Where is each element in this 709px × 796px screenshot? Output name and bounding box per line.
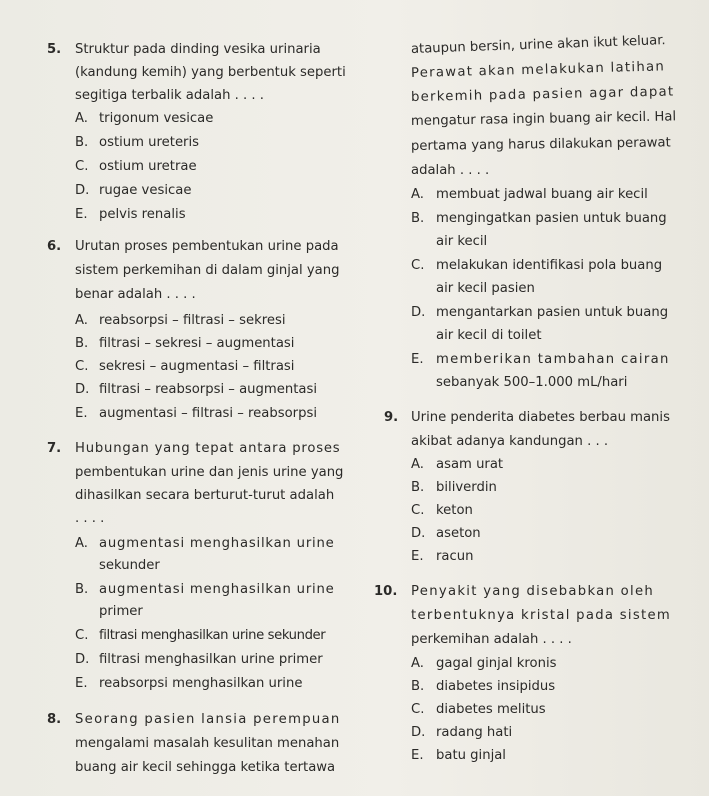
option-text-continued: sekunder xyxy=(99,558,160,573)
option-text: ostium uretrae xyxy=(99,159,197,174)
option-key: C. xyxy=(411,702,425,717)
option-text: rugae vesicae xyxy=(99,183,192,198)
question-stem-line: akibat adanya kandungan . . . xyxy=(411,434,609,449)
question-stem-line: terbentuknya kristal pada sistem xyxy=(411,608,672,623)
option-key: B. xyxy=(411,211,425,226)
option-text: gagal ginjal kronis xyxy=(436,656,557,671)
question-stem-line: Seorang pasien lansia perempuan xyxy=(75,712,341,727)
question-stem-line: segitiga terbalik adalah . . . . xyxy=(75,88,264,103)
question-stem-line: pertama yang harus dilakukan perawat xyxy=(410,135,671,154)
option-key: C. xyxy=(75,628,89,643)
option-key: D. xyxy=(75,183,90,198)
option-text: mengingatkan pasien untuk buang xyxy=(436,211,667,226)
question-stem-line: Urine penderita diabetes berbau manis xyxy=(411,410,670,425)
question-number: 9. xyxy=(384,410,399,425)
option-text: mengantarkan pasien untuk buang xyxy=(436,305,669,320)
option-key: D. xyxy=(75,652,90,667)
option-text: trigonum vesicae xyxy=(99,111,214,126)
option-text-continued: air kecil xyxy=(436,234,488,249)
option-key: B. xyxy=(411,480,425,495)
question-stem-line: Struktur pada dinding vesika urinaria xyxy=(75,42,321,57)
option-key: E. xyxy=(411,352,424,367)
option-text: biliverdin xyxy=(436,480,497,495)
option-text: filtrasi – reabsorpsi – augmentasi xyxy=(99,382,318,397)
option-key: E. xyxy=(411,549,424,564)
option-text: filtrasi – sekresi – augmentasi xyxy=(99,336,295,351)
question-stem-line: perkemihan adalah . . . . xyxy=(411,632,572,647)
option-key: E. xyxy=(411,748,424,763)
question-stem-line: pembentukan urine dan jenis urine yang xyxy=(75,465,344,480)
question-stem-line: Hubungan yang tepat antara proses xyxy=(75,441,341,456)
option-text: augmentasi – filtrasi – reabsorpsi xyxy=(99,406,318,421)
option-key: C. xyxy=(75,159,89,174)
option-text: racun xyxy=(436,549,474,564)
option-key: A. xyxy=(411,187,424,202)
option-key: D. xyxy=(75,382,90,397)
option-key: E. xyxy=(75,207,88,222)
option-text: memberikan tambahan cairan xyxy=(436,352,670,367)
question-stem-line: benar adalah . . . . xyxy=(75,287,196,302)
option-key: C. xyxy=(75,359,89,374)
option-text: radang hati xyxy=(436,725,513,740)
option-text: filtrasi menghasilkan urine sekunder xyxy=(99,628,326,643)
option-key: A. xyxy=(75,536,88,551)
option-key: B. xyxy=(75,135,89,150)
question-number: 10. xyxy=(374,584,398,599)
option-key: C. xyxy=(411,258,425,273)
option-text: ostium ureteris xyxy=(99,135,200,150)
option-text-continued: sebanyak 500–1.000 mL/hari xyxy=(436,375,628,390)
option-key: E. xyxy=(75,406,88,421)
question-stem-line: berkemih pada pasien agar dapat xyxy=(410,84,675,105)
option-key: A. xyxy=(411,656,424,671)
question-number: 7. xyxy=(47,441,62,456)
option-text-continued: primer xyxy=(99,604,143,619)
question-stem-line: Penyakit yang disebabkan oleh xyxy=(411,584,655,599)
option-text: pelvis renalis xyxy=(99,207,186,222)
option-text-continued: air kecil pasien xyxy=(436,281,535,296)
option-text: membuat jadwal buang air kecil xyxy=(436,187,648,202)
question-number: 5. xyxy=(47,42,62,57)
option-text: filtrasi menghasilkan urine primer xyxy=(99,652,323,667)
option-key: A. xyxy=(75,313,88,328)
option-key: A. xyxy=(411,457,424,472)
question-stem-line: mengatur rasa ingin buang air kecil. Hal xyxy=(410,109,677,129)
option-text: batu ginjal xyxy=(436,748,506,763)
question-number: 6. xyxy=(47,239,62,254)
question-stem-line: Perawat akan melakukan latihan xyxy=(410,59,666,81)
option-key: E. xyxy=(75,676,88,691)
option-text: asam urat xyxy=(436,457,504,472)
question-stem-line: adalah . . . . xyxy=(411,163,490,178)
question-stem-line: Urutan proses pembentukan urine pada xyxy=(75,239,339,254)
option-text: augmentasi menghasilkan urine xyxy=(99,582,335,597)
option-text-continued: air kecil di toilet xyxy=(436,328,542,343)
option-text: sekresi – augmentasi – filtrasi xyxy=(99,359,295,374)
option-key: D. xyxy=(411,725,426,740)
question-stem-line: dihasilkan secara berturut-turut adalah xyxy=(75,488,335,503)
option-text: diabetes insipidus xyxy=(436,679,556,694)
option-text: keton xyxy=(436,503,473,518)
option-text: reabsorpsi menghasilkan urine xyxy=(99,676,303,691)
question-number: 8. xyxy=(47,712,62,727)
option-text: aseton xyxy=(436,526,481,541)
option-text: augmentasi menghasilkan urine xyxy=(99,536,335,551)
option-key: B. xyxy=(75,582,89,597)
question-stem-line: ataupun bersin, urine akan ikut keluar. xyxy=(410,33,666,57)
option-key: C. xyxy=(411,503,425,518)
option-key: A. xyxy=(75,111,88,126)
question-stem-line: sistem perkemihan di dalam ginjal yang xyxy=(75,263,340,278)
question-stem-line: buang air kecil sehingga ketika tertawa xyxy=(75,760,336,775)
option-key: B. xyxy=(411,679,425,694)
option-key: D. xyxy=(411,305,426,320)
option-text: reabsorpsi – filtrasi – sekresi xyxy=(99,313,286,328)
option-text: melakukan identifikasi pola buang xyxy=(436,258,663,273)
option-key: D. xyxy=(411,526,426,541)
question-stem-line: mengalami masalah kesulitan menahan xyxy=(75,736,340,751)
question-stem-line: . . . . xyxy=(75,511,105,526)
option-text: diabetes melitus xyxy=(436,702,546,717)
option-key: B. xyxy=(75,336,89,351)
question-stem-line: (kandung kemih) yang berbentuk seperti xyxy=(75,65,346,80)
